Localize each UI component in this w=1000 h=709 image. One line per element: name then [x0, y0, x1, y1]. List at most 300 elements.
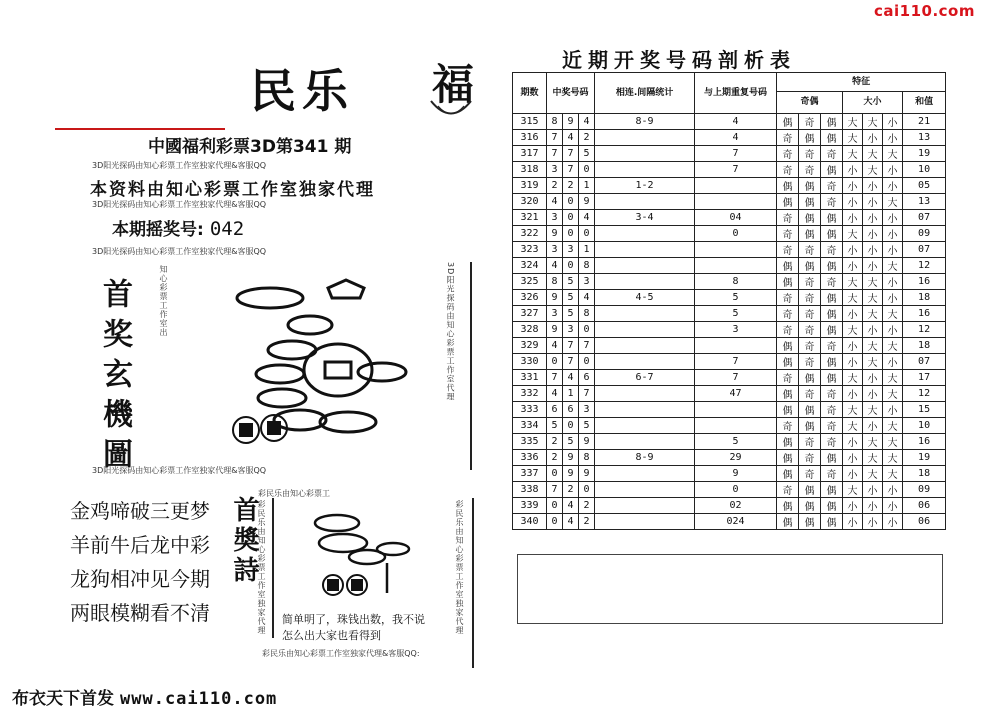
panel-frame-right — [470, 262, 472, 470]
cell-adjacent — [595, 498, 695, 514]
cell-sum: 18 — [903, 466, 946, 482]
cell-odd-even: 偶 — [821, 498, 843, 514]
cell-digit: 5 — [579, 418, 595, 434]
cell-digit: 4 — [547, 386, 563, 402]
cell-big-small: 大 — [843, 418, 863, 434]
cell-sum: 12 — [903, 322, 946, 338]
cell-odd-even: 偶 — [777, 178, 799, 194]
cell-odd-even: 奇 — [777, 162, 799, 178]
table-row — [513, 338, 946, 354]
cell-big-small: 大 — [843, 274, 863, 290]
cell-repeat: 024 — [695, 514, 777, 530]
cell-digit: 7 — [579, 386, 595, 402]
cell-odd-even: 偶 — [821, 514, 843, 530]
cell-big-small: 大 — [863, 146, 883, 162]
poem-line: 羊前牛后龙中彩 — [70, 533, 210, 557]
cell-repeat — [695, 194, 777, 210]
cell-sum: 09 — [903, 226, 946, 242]
cell-big-small: 小 — [883, 178, 903, 194]
cell-digit: 6 — [579, 370, 595, 386]
cell-repeat: 4 — [695, 130, 777, 146]
cell-sum: 13 — [903, 194, 946, 210]
cell-odd-even: 奇 — [799, 434, 821, 450]
table-row — [513, 466, 946, 482]
cell-repeat: 0 — [695, 482, 777, 498]
cell-repeat: 4 — [695, 114, 777, 130]
cell-odd-even: 偶 — [777, 386, 799, 402]
cell-odd-even: 奇 — [777, 482, 799, 498]
cell-big-small: 小 — [843, 210, 863, 226]
cell-digit: 3 — [579, 402, 595, 418]
cell-digit: 4 — [563, 370, 579, 386]
cell-odd-even: 偶 — [799, 498, 821, 514]
cell-digit: 3 — [563, 242, 579, 258]
cell-digit: 4 — [547, 338, 563, 354]
cell-big-small: 大 — [843, 290, 863, 306]
cell-digit: 7 — [547, 146, 563, 162]
cell-odd-even: 奇 — [799, 354, 821, 370]
cell-sum: 12 — [903, 386, 946, 402]
table-row — [513, 402, 946, 418]
cell-odd-even: 偶 — [821, 482, 843, 498]
smallbox-frame-left — [272, 498, 274, 638]
cell-sum: 05 — [903, 178, 946, 194]
cell-big-small: 小 — [843, 354, 863, 370]
cell-digit: 3 — [579, 274, 595, 290]
cell-big-small: 大 — [843, 322, 863, 338]
cell-odd-even: 奇 — [777, 290, 799, 306]
cell-digit: 2 — [579, 498, 595, 514]
cell-sum: 07 — [903, 354, 946, 370]
cell-digit: 4 — [547, 194, 563, 210]
cell-big-small: 小 — [843, 466, 863, 482]
cell-odd-even: 偶 — [821, 162, 843, 178]
cell-digit: 5 — [579, 146, 595, 162]
cell-digit: 4 — [579, 210, 595, 226]
panel-note-bottom: 3D阳光探码由知心彩票工作室独家代理&客服QQ — [92, 466, 267, 475]
cell-digit: 2 — [563, 482, 579, 498]
caption-line: 简单明了，珠钱出数，我不说 — [282, 613, 425, 626]
cell-issue: 331 — [513, 370, 547, 386]
header-odd-even: 奇偶 — [777, 92, 843, 114]
smallbox-right-note: 彩民乐由知心彩票工作室独家代理 — [455, 500, 464, 635]
cell-odd-even: 偶 — [799, 482, 821, 498]
cell-odd-even: 偶 — [777, 338, 799, 354]
cell-digit: 9 — [563, 114, 579, 130]
cell-big-small: 大 — [863, 434, 883, 450]
table-row — [513, 114, 946, 130]
cell-odd-even: 奇 — [799, 386, 821, 402]
cell-odd-even: 奇 — [821, 146, 843, 162]
cell-odd-even: 偶 — [799, 178, 821, 194]
cell-digit: 9 — [547, 226, 563, 242]
cell-big-small: 小 — [843, 514, 863, 530]
cell-digit: 0 — [579, 354, 595, 370]
cell-odd-even: 偶 — [821, 130, 843, 146]
cell-repeat: 7 — [695, 354, 777, 370]
table-row — [513, 194, 946, 210]
cell-big-small: 大 — [843, 402, 863, 418]
cell-digit: 2 — [579, 130, 595, 146]
table-row — [513, 290, 946, 306]
cell-big-small: 小 — [843, 386, 863, 402]
table-row — [513, 322, 946, 338]
table-row — [513, 450, 946, 466]
panel-vertical-note: 知心彩票工作室出 — [159, 265, 168, 337]
cell-repeat: 8 — [695, 274, 777, 290]
cell-digit: 7 — [547, 370, 563, 386]
cell-big-small: 小 — [883, 130, 903, 146]
cell-odd-even: 偶 — [777, 434, 799, 450]
table-row — [513, 370, 946, 386]
table-title: 近期开奖号码剖析表 — [562, 48, 796, 72]
cell-digit: 9 — [563, 450, 579, 466]
cell-big-small: 大 — [883, 146, 903, 162]
cell-odd-even: 偶 — [821, 114, 843, 130]
cell-odd-even: 奇 — [821, 242, 843, 258]
cell-issue: 315 — [513, 114, 547, 130]
cell-digit: 8 — [547, 114, 563, 130]
cell-digit: 9 — [547, 322, 563, 338]
cell-odd-even: 偶 — [821, 306, 843, 322]
cell-odd-even: 奇 — [777, 370, 799, 386]
cell-adjacent — [595, 322, 695, 338]
cell-big-small: 小 — [863, 226, 883, 242]
cell-repeat: 0 — [695, 226, 777, 242]
cell-odd-even: 奇 — [821, 386, 843, 402]
smallbox-left-note: 彩民乐由知心彩票工作室独家代理 — [257, 500, 266, 635]
cell-big-small: 小 — [843, 162, 863, 178]
cell-repeat: 04 — [695, 210, 777, 226]
cell-sum: 10 — [903, 418, 946, 434]
cell-odd-even: 奇 — [777, 226, 799, 242]
cell-big-small: 大 — [883, 450, 903, 466]
cell-big-small: 大 — [843, 130, 863, 146]
cell-big-small: 小 — [883, 210, 903, 226]
cell-big-small: 大 — [863, 274, 883, 290]
cell-digit: 5 — [563, 434, 579, 450]
cell-odd-even: 奇 — [821, 338, 843, 354]
cell-digit: 8 — [579, 450, 595, 466]
slogan: 本资料由知心彩票工作室独家代理 — [90, 180, 375, 200]
cell-odd-even: 偶 — [777, 258, 799, 274]
cell-big-small: 大 — [863, 402, 883, 418]
cell-odd-even: 偶 — [777, 274, 799, 290]
cell-big-small: 大 — [843, 114, 863, 130]
cell-adjacent — [595, 482, 695, 498]
site-logo: cai110.com — [874, 2, 975, 20]
cell-digit: 8 — [579, 258, 595, 274]
cell-odd-even: 奇 — [777, 418, 799, 434]
cell-big-small: 大 — [863, 354, 883, 370]
cell-odd-even: 奇 — [777, 210, 799, 226]
ornament-icon — [426, 96, 476, 126]
cell-digit: 0 — [547, 498, 563, 514]
table-row — [513, 258, 946, 274]
cell-digit: 2 — [579, 514, 595, 530]
cell-repeat: 7 — [695, 162, 777, 178]
table-row — [513, 306, 946, 322]
smallbox-frame-right — [472, 498, 474, 668]
cell-adjacent — [595, 306, 695, 322]
cell-odd-even: 奇 — [799, 466, 821, 482]
cell-big-small: 小 — [883, 482, 903, 498]
table-body — [513, 114, 946, 530]
footer-url[interactable]: www.cai110.com — [120, 689, 278, 709]
issue-line: 中國福利彩票3D第341 期 — [148, 137, 352, 157]
cell-big-small: 小 — [883, 226, 903, 242]
cell-digit: 0 — [579, 226, 595, 242]
table-row — [513, 146, 946, 162]
cell-adjacent — [595, 274, 695, 290]
cell-odd-even: 奇 — [799, 114, 821, 130]
cell-digit: 7 — [563, 162, 579, 178]
cell-digit: 9 — [579, 466, 595, 482]
panel-note-top: 3D阳光探码由知心彩票工作室独家代理&客服QQ — [92, 247, 267, 256]
cell-issue: 322 — [513, 226, 547, 242]
cell-sum: 09 — [903, 482, 946, 498]
cell-digit: 0 — [547, 466, 563, 482]
cell-big-small: 小 — [843, 258, 863, 274]
cell-big-small: 小 — [863, 258, 883, 274]
cell-odd-even: 奇 — [821, 402, 843, 418]
header-repeat: 与上期重复号码 — [695, 73, 777, 114]
cell-digit: 5 — [563, 290, 579, 306]
cell-digit: 7 — [579, 338, 595, 354]
cell-big-small: 小 — [883, 354, 903, 370]
cell-odd-even: 奇 — [821, 194, 843, 210]
cell-adjacent: 1-2 — [595, 178, 695, 194]
draw-number: 042 — [209, 218, 245, 240]
cell-digit: 4 — [579, 290, 595, 306]
red-divider — [55, 128, 225, 130]
poem — [70, 494, 210, 630]
smallbox-bottom-note: 彩民乐由知心彩票工作室独家代理&客服QQ: — [262, 649, 420, 658]
cell-digit: 8 — [547, 274, 563, 290]
cell-big-small: 小 — [843, 242, 863, 258]
cell-repeat — [695, 418, 777, 434]
cell-sum: 10 — [903, 162, 946, 178]
draw-number-line — [112, 215, 244, 240]
cell-big-small: 小 — [863, 322, 883, 338]
cell-issue: 332 — [513, 386, 547, 402]
cell-odd-even: 偶 — [777, 450, 799, 466]
cell-odd-even: 偶 — [821, 290, 843, 306]
cell-odd-even: 奇 — [799, 450, 821, 466]
cell-issue: 323 — [513, 242, 547, 258]
footer-label: 布衣天下首发 — [12, 689, 114, 709]
cell-digit: 0 — [563, 418, 579, 434]
cell-odd-even: 奇 — [799, 338, 821, 354]
cell-digit: 1 — [579, 242, 595, 258]
cell-big-small: 大 — [863, 114, 883, 130]
cell-adjacent — [595, 146, 695, 162]
cell-digit: 2 — [563, 178, 579, 194]
cell-adjacent — [595, 226, 695, 242]
cell-digit: 1 — [579, 178, 595, 194]
cell-digit: 9 — [563, 466, 579, 482]
cell-repeat: 7 — [695, 370, 777, 386]
cell-odd-even: 偶 — [799, 418, 821, 434]
cell-adjacent — [595, 418, 695, 434]
cell-repeat: 9 — [695, 466, 777, 482]
cell-digit: 2 — [547, 434, 563, 450]
cell-odd-even: 奇 — [777, 146, 799, 162]
cell-issue: 330 — [513, 354, 547, 370]
cell-odd-even: 偶 — [777, 498, 799, 514]
cell-big-small: 大 — [843, 146, 863, 162]
cell-big-small: 大 — [843, 370, 863, 386]
cell-digit: 4 — [563, 498, 579, 514]
cell-repeat — [695, 242, 777, 258]
cell-digit: 7 — [563, 338, 579, 354]
cell-digit: 0 — [579, 322, 595, 338]
cell-sum: 19 — [903, 450, 946, 466]
cell-odd-even: 奇 — [777, 306, 799, 322]
cell-sum: 13 — [903, 130, 946, 146]
cell-repeat: 02 — [695, 498, 777, 514]
cell-odd-even: 偶 — [799, 514, 821, 530]
cell-sum: 15 — [903, 402, 946, 418]
cell-issue: 334 — [513, 418, 547, 434]
cell-odd-even: 偶 — [821, 354, 843, 370]
cell-repeat: 5 — [695, 306, 777, 322]
table-row — [513, 210, 946, 226]
cell-digit: 2 — [547, 178, 563, 194]
cell-big-small: 小 — [883, 114, 903, 130]
table-row — [513, 418, 946, 434]
cell-digit: 4 — [563, 130, 579, 146]
cell-digit: 6 — [563, 402, 579, 418]
cell-sum: 16 — [903, 434, 946, 450]
cell-big-small: 小 — [863, 386, 883, 402]
masthead-title: 民乐 — [250, 64, 354, 118]
cell-odd-even: 偶 — [777, 514, 799, 530]
cell-issue: 329 — [513, 338, 547, 354]
cell-odd-even: 奇 — [799, 306, 821, 322]
cell-odd-even: 偶 — [821, 322, 843, 338]
cell-odd-even: 偶 — [821, 226, 843, 242]
cell-adjacent — [595, 258, 695, 274]
table-row — [513, 354, 946, 370]
table-row — [513, 274, 946, 290]
draw-label: 本期摇奖号: — [112, 220, 204, 240]
panel-vertical-note-right: 3D阳光探码由知心彩票工作室代理 — [446, 262, 455, 402]
cell-adjacent — [595, 514, 695, 530]
cell-odd-even: 奇 — [777, 242, 799, 258]
cell-digit: 6 — [547, 402, 563, 418]
cell-odd-even: 偶 — [799, 226, 821, 242]
cell-big-small: 大 — [883, 338, 903, 354]
smallbox-top-note: 彩民乐由知心彩票工 — [258, 489, 330, 498]
cell-odd-even: 偶 — [777, 354, 799, 370]
cell-odd-even: 偶 — [821, 370, 843, 386]
cell-digit: 4 — [547, 258, 563, 274]
cell-digit: 0 — [563, 226, 579, 242]
cell-digit: 1 — [563, 386, 579, 402]
cell-repeat: 29 — [695, 450, 777, 466]
cell-big-small: 大 — [863, 306, 883, 322]
cell-digit: 9 — [579, 194, 595, 210]
cell-big-small: 小 — [863, 178, 883, 194]
cell-digit: 7 — [547, 130, 563, 146]
cell-digit: 0 — [579, 162, 595, 178]
table-row — [513, 514, 946, 530]
cell-issue: 318 — [513, 162, 547, 178]
cell-big-small: 大 — [843, 226, 863, 242]
cell-adjacent — [595, 466, 695, 482]
cell-issue: 339 — [513, 498, 547, 514]
cell-odd-even: 奇 — [799, 290, 821, 306]
cell-issue: 328 — [513, 322, 547, 338]
cell-big-small: 小 — [883, 402, 903, 418]
cell-big-small: 小 — [883, 162, 903, 178]
cell-odd-even: 偶 — [777, 114, 799, 130]
cell-digit: 7 — [563, 354, 579, 370]
cell-big-small: 大 — [843, 482, 863, 498]
cell-big-small: 小 — [883, 322, 903, 338]
cell-repeat — [695, 402, 777, 418]
cell-digit: 0 — [547, 354, 563, 370]
zhuqian-drawing — [295, 505, 435, 605]
cell-digit: 3 — [547, 306, 563, 322]
cell-odd-even: 偶 — [799, 402, 821, 418]
cell-sum: 16 — [903, 306, 946, 322]
poem-side-title: 首奬詩 — [229, 496, 259, 586]
cell-big-small: 小 — [883, 514, 903, 530]
cell-repeat: 5 — [695, 434, 777, 450]
cell-digit: 0 — [563, 194, 579, 210]
cell-adjacent — [595, 434, 695, 450]
cell-big-small: 大 — [863, 450, 883, 466]
cell-sum: 17 — [903, 370, 946, 386]
cell-digit: 0 — [563, 258, 579, 274]
cell-digit: 0 — [579, 482, 595, 498]
header-adjacent: 相连.间隔统计 — [595, 73, 695, 114]
cell-big-small: 小 — [863, 514, 883, 530]
cell-digit: 3 — [547, 242, 563, 258]
table-row — [513, 130, 946, 146]
cell-sum: 07 — [903, 210, 946, 226]
cell-big-small: 小 — [863, 130, 883, 146]
cell-adjacent: 8-9 — [595, 114, 695, 130]
cell-sum: 18 — [903, 290, 946, 306]
cell-digit: 8 — [579, 306, 595, 322]
cell-digit: 5 — [563, 274, 579, 290]
cell-big-small: 大 — [863, 162, 883, 178]
header-big-small: 大小 — [843, 92, 903, 114]
cell-issue: 321 — [513, 210, 547, 226]
cell-odd-even: 偶 — [821, 258, 843, 274]
cell-odd-even: 奇 — [777, 130, 799, 146]
cell-issue: 325 — [513, 274, 547, 290]
cell-adjacent: 3-4 — [595, 210, 695, 226]
cell-issue: 326 — [513, 290, 547, 306]
header-sum: 和值 — [903, 92, 946, 114]
cell-odd-even: 奇 — [799, 322, 821, 338]
cell-big-small: 小 — [863, 210, 883, 226]
small-note-top: 3D阳光探码由知心彩票工作室独家代理&客服QQ — [92, 161, 267, 170]
cell-odd-even: 奇 — [799, 162, 821, 178]
caption-line: 怎么出大家也看得到 — [282, 629, 381, 642]
cell-odd-even: 奇 — [821, 466, 843, 482]
cell-issue: 327 — [513, 306, 547, 322]
cell-big-small: 大 — [883, 434, 903, 450]
cell-big-small: 小 — [883, 274, 903, 290]
cell-issue: 316 — [513, 130, 547, 146]
cell-big-small: 小 — [883, 290, 903, 306]
cell-odd-even: 奇 — [821, 434, 843, 450]
